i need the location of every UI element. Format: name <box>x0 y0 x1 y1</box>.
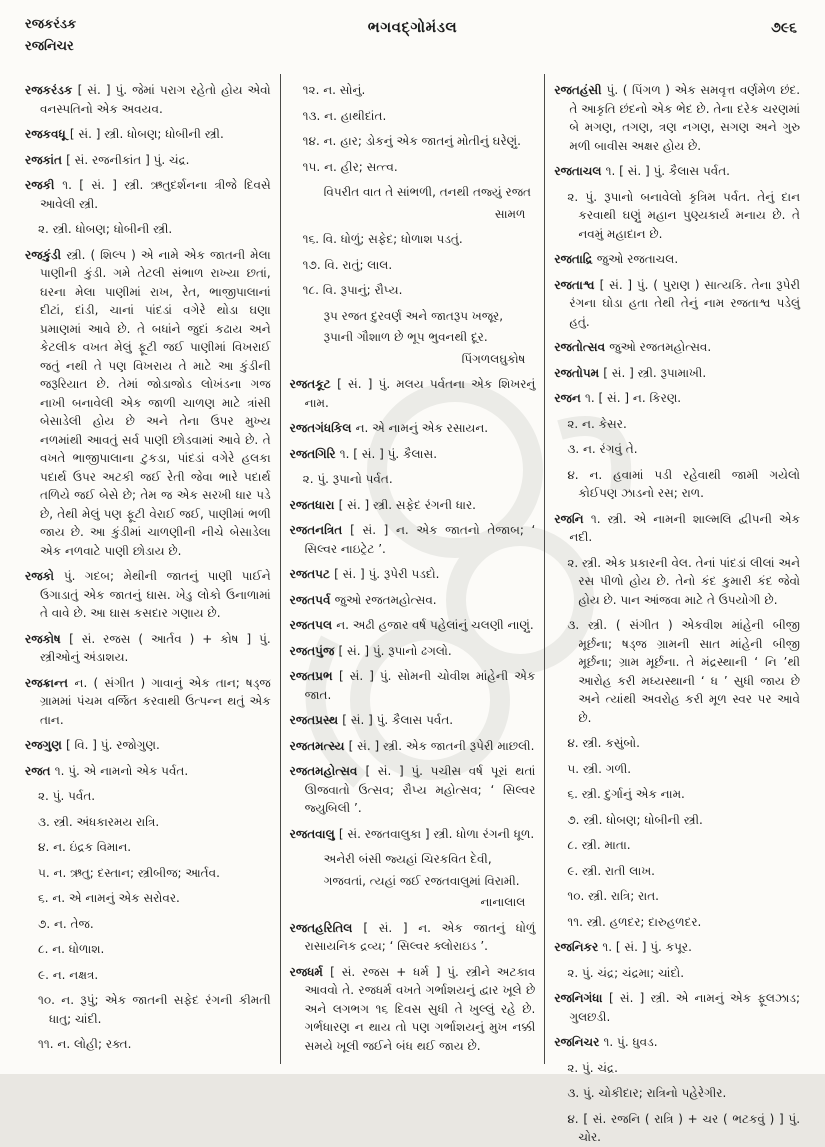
dictionary-entry: રજતપ્રસ્થ [ સં. ] પું. કૈલાસ પર્વત. <box>289 713 454 727</box>
sense-line: ૧૦. ન. રૂપું; એક જાતની સફેદ રંગની કીમતી ધાતુ; ચાંદી. <box>38 993 271 1026</box>
headword: રજત <box>25 763 55 778</box>
verse-line: અનેરી બંસી જ્યહાં ચિરકવિત દેવી, <box>323 852 492 866</box>
dictionary-entry: રજતાચલ ૧. [ સં. ] પું. કૈલાસ પર્વત. <box>554 164 730 178</box>
dictionary-entry: રજગુણ [ વિ. ] પું. રજોગુણ. <box>25 738 160 752</box>
book-title: ભગવદ્ગોમંડલ <box>367 18 458 36</box>
dictionary-entry: રજકરંડક [ સં. ] પું. જેમાં પરાગ રહેતો હોય એવો વનસ્પતિનો એક અવયવ. <box>25 83 271 116</box>
dictionary-entry: રજનિગંધા [ સં. ] સ્ત્રી. એ નામનું એક ફૂલઝાડ; ગુલછડી. <box>554 991 800 1024</box>
sense-line: ૧૮. વિ. રૂપાનું; રૌપ્ય. <box>302 283 403 297</box>
sense-line: ૩. પું. ચોકીદાર; રાત્રિનો પહેરેગીર. <box>567 1086 727 1100</box>
headword: રજતાચલ <box>554 164 606 178</box>
column-2 <box>280 74 545 1064</box>
headword: રજતાશ્વ <box>554 277 600 292</box>
guide-word-first: રજકરંડક <box>25 17 77 32</box>
sense-line: ૩. ન. રંગવું તે. <box>567 442 638 456</box>
sense-line: ૨. પું. રૂપાનો પર્વત. <box>302 472 393 486</box>
headword: રજતપલ <box>289 618 337 632</box>
sense-line: ૨. સ્ત્રી. ધોબણ; ધોબીની સ્ત્રી. <box>38 222 173 236</box>
dictionary-entry: રજતવાલુ [ સં. રજતવાલુકા ] સ્ત્રી. ધોળા રંગની ધૂળ. <box>289 826 535 841</box>
verse-line: રૂપાની ગૌશાળ છે ભૂપ ભુવનથી દૂર. <box>323 330 488 344</box>
dictionary-entry: રજનિ ૧. સ્ત્રી. એ નામની શાલ્મલિ દ્વીપની એક નદી. <box>554 511 801 544</box>
sense-line: ૪. ન. હવામાં પડી રહેવાથી જામી ગયેલો કોઈપણ ઝાડનો રસ; રાળ. <box>567 467 801 500</box>
headword: રજકવધૂ <box>25 127 70 141</box>
dictionary-entry: રજતમત્સ્ય [ સં. ] સ્ત્રી. એક જાતની રૂપેરી માછલી. <box>289 738 535 753</box>
headword: રજનિચર <box>554 1035 604 1049</box>
headword: રજકોષ <box>25 631 70 646</box>
sense-line: ૪. [ સં. રજનિ ( રાત્રિ ) + ચર ( ભટકવું ) ] પું. ચોર. <box>567 1111 801 1144</box>
dictionary-entry: રજતમહોત્સવ [ સં. ] પું. પચીસ વર્ષ પૂરાં થતાં ઊજવાતો ઉત્સવ; રૌપ્ય મહોત્સવ; ‘ સિલ્વર જ્યુબિલી ’. <box>289 764 536 815</box>
sense-line: ૪. સ્ત્રી. કસુંબો. <box>567 736 640 750</box>
dictionary-entry: રજતાદ્રિ જુઓ રજતાચલ. <box>554 252 679 266</box>
dictionary-entry: રજનિકર ૧. [ સં. ] પું. કપૂર. <box>554 940 692 954</box>
sense-line: ૧૬. વિ. ધોળું; સફેદ; ધોળાશ પડતું. <box>302 232 463 246</box>
headword: રજતગંધકિલ <box>289 421 356 435</box>
headword: રજતાદ્રિ <box>554 252 597 266</box>
headword: રજગુણ <box>25 738 66 752</box>
dictionary-entry: રજતનત્રિત [ સં. ] ન. એક જાતનો તેજાબ; ‘ સિલ્વર નાઇટ્રેટ ’. <box>289 523 536 556</box>
headword: રજન <box>554 391 586 405</box>
headword: રજનિ <box>554 511 591 526</box>
sense-line: ૧૧. ન. લોહી; રક્ત. <box>38 1037 132 1051</box>
headword: રજતપટ <box>289 567 335 581</box>
sense-line: ૩. સ્ત્રી. અંધકારમય રાત્રિ. <box>38 814 160 829</box>
verse-line: રૂપ રજત દુરવર્ણ અને જાતરૂપ ખજૂર, <box>323 308 504 323</box>
headword: રજતહરિતિલ <box>289 920 364 935</box>
dictionary-entry: રજતગંધકિલ ન. એ નામનું એક રસાયન. <box>289 421 489 435</box>
headword: રજતમત્સ્ય <box>289 738 349 753</box>
verse-line: ગજવતાં, ત્યહાં જઈ રજતવાલુમાં વિરામી. <box>323 873 520 888</box>
headword: રજતવાલુ <box>289 826 339 841</box>
headword: રજધર્મ <box>289 964 331 979</box>
headword: રજતકૂટ <box>289 377 338 391</box>
headword: રજકો <box>25 569 64 583</box>
sense-line: ૨. સ્ત્રી. એક પ્રકારની વેલ. તેનાં પાંદડાં લીલાં અને રસ પીળો હોય છે. તેનો કંદ કુમારી કંદ જેવો હોય છે. પાન આંજવા માટે તે ઉપયોગી છે. <box>567 555 801 607</box>
sense-line: ૭. ન. તેજ. <box>38 916 94 931</box>
headword: રજતોપમ <box>554 365 604 380</box>
headword: રજકરંડક <box>25 83 78 97</box>
headword: રજતોત્સવ <box>554 340 610 354</box>
dictionary-entry: રજધર્મ [ સં. રજસ + ધર્મ ] પું. સ્ત્રીને અટકાવ આવવો તે. રજધર્મ વખતે ગર્ભાશયનું દ્વાર ખૂલે છે અને લગભગ ૧૬ દિવસ સુધી તે ખુલ્લું રહે છે. ગર્ભધારણ ન થાય તો પણ ગર્ભાશયનું મુખ નક્કી સમયે ખૂલી જઈને બંધ થઈ જાય છે. <box>289 964 536 1053</box>
headword: રજતપ્રભ <box>289 669 339 683</box>
headword: રજતપુંજ <box>289 643 339 658</box>
sense-line: ૫. સ્ત્રી. ગળી. <box>567 761 632 776</box>
dictionary-entry: રજત ૧. પું. એ નામનો એક પર્વત. <box>25 763 189 778</box>
headword: રજતધારા <box>289 497 339 512</box>
headword: રજકાંત <box>25 152 67 167</box>
sense-line: ૧૨. ન. સોનું. <box>302 83 366 97</box>
headword: રજતપર્વ <box>289 592 335 607</box>
sense-line: ૧૧. સ્ત્રી. હળદર; દારુહળદર. <box>567 914 702 929</box>
sense-line: ૧૪. ન. હાર; ડોકનું એક જાતનું મોતીનું ઘરેણું. <box>302 134 521 148</box>
dictionary-entry: રજતધારા [ સં. ] સ્ત્રી. સફેદ રંગની ધાર. <box>289 497 476 512</box>
sense-line: ૫. ન. ઋતુ; દસ્તાન; સ્ત્રીબીજ; આર્તવ. <box>38 865 220 880</box>
sense-line: ૯. સ્ત્રી. રાતી લાખ. <box>567 863 655 878</box>
sense-line: ૨. પું. ચંદ્ર. <box>567 1060 618 1075</box>
dictionary-entry: રજકો પું. ગદબ; મેથીની જાતનું પાણી પાઈને ઉગાડાતું એક જાતનું ઘાસ. ખેડુ લોકો ઉનાળામાં તે વાવે છે. આ ઘાસ કસદાર ગણાય છે. <box>25 569 271 620</box>
dictionary-entry: રજકી ૧. [ સં. ] સ્ત્રી. ઋતુદર્શનના ત્રીજે દિવસે આવેલી સ્ત્રી. <box>25 178 271 211</box>
dictionary-entry: રજતોત્સવ જુઓ રજતમહોત્સવ. <box>554 340 712 354</box>
sense-line: ૭. સ્ત્રી. ધોબણ; ધોબીની સ્ત્રી. <box>567 812 703 827</box>
sense-line: ૯. ન. નક્ષત્ર. <box>38 967 99 982</box>
column-1 <box>16 74 280 1064</box>
sense-line: ૩. સ્ત્રી. ( સંગીત ) એકવીશ માંહેની બીજી મૂર્છના; ષડ્જ ગ્રામની સાત માંહેની બીજી મૂર્છના; ગ્રામ મૂર્છના. તે મંદ્રસ્થાની ‘ નિ ’થી આરોહ કરી મધ્યસ્થાની ‘ ધ ’ સુધી જાય છે અને ત્યાંથી અવરોહ કરી મૂળ સ્વર પર આવે છે. <box>567 618 801 725</box>
verse-line: વિપરીત વાત તે સાંભળી, તનથી તજ્યું રજત <box>323 185 531 199</box>
headword: રજતનત્રિત <box>289 523 351 537</box>
column-3 <box>544 74 809 1144</box>
dictionary-entry: રજક્રાન્ત ન. ( સંગીત ) ગાવાનું એક તાન; ષડ્જ ગ્રામમાં પંચમ વર્જિત કરવાથી ઉત્પન્ન થતું એક તાન. <box>25 675 271 727</box>
page-number: ૭૯૬ <box>771 20 797 36</box>
headword: રજકુંડી <box>25 247 67 262</box>
sense-line: ૬. સ્ત્રી. દુર્ગાનું એક નામ. <box>567 787 685 801</box>
sense-line: ૨. પું. ચંદ્ર; ચંદ્રમા; ચાંદો. <box>567 965 685 980</box>
dictionary-entry: રજતહંસી પું. ( પિંગળ ) એક સમવૃત્ત વર્ણમેળ છંદ. તે આકૃતિ છંદનો એક ભેદ છે. તેના દરેક ચરણમાં બે મગણ, તગણ, ત્રણ નગણ, સગણ અને ગુરુ મળી બાવીસ અક્ષર હોય છે. <box>554 83 801 153</box>
dictionary-entry: રજતપુંજ [ સં. ] પું. રૂપાનો ઢગલો. <box>289 643 452 658</box>
dictionary-entry: રજતપ્રભ [ સં. ] પું. સોમની ચોવીશ માંહેની એક જાત. <box>289 669 536 702</box>
sense-line: ૪. ન. ઇંદ્રક વિમાન. <box>38 840 132 854</box>
sense-line: ૮. ન. ધોળાશ. <box>38 942 105 956</box>
dictionary-columns <box>16 74 809 1144</box>
headword: રજતમહોત્સવ <box>289 764 366 778</box>
dictionary-entry: રજકવધૂ [ સં. ] સ્ત્રી. ધોબણ; ધોબીની સ્ત્રી. <box>25 127 224 141</box>
sense-line: ૨. પું. પર્વત. <box>38 789 96 803</box>
sense-line: ૧૫. ન. હીર; સત્ત્વ. <box>302 159 398 174</box>
citation: પિંગળલઘુકોષ <box>461 351 526 366</box>
guide-word-last: રજનિચર <box>25 39 74 54</box>
headword: રજતગિરિ <box>289 446 340 461</box>
headword: રજનિગંધા <box>554 991 609 1005</box>
dictionary-entry: રજકોષ [ સં. રજસ ( આર્તવ ) + કોષ ] પું. સ્ત્રીઓનું અંડાશય. <box>25 631 271 664</box>
dictionary-entry: રજતાશ્વ [ સં. ] પું. ( પુરાણ ) સાત્યકિ. તેના રૂપેરી રંગના ઘોડા હતા તેથી તેનું નામ રજતાશ્વ પડેલું હતું. <box>554 277 801 329</box>
sense-line: ૧૭. વિ. રાતું; લાલ. <box>302 257 393 272</box>
dictionary-entry: રજતપલ ન. અઢી હજાર વર્ષ પહેલાંનું ચલણી નાણું. <box>289 618 534 632</box>
sense-line: ૧૦. સ્ત્રી. રાત્રિ; રાત. <box>567 889 659 903</box>
headword: રજનિકર <box>554 940 603 954</box>
dictionary-entry: રજતકૂટ [ સં. ] પું. મલય પર્વતના એક શિખરનું નામ. <box>289 377 536 410</box>
dictionary-entry: રજતોપમ [ સં. ] સ્ત્રી. રૂપામાખી. <box>554 365 707 380</box>
dictionary-entry: રજન ૧. [ સં. ] ન. કિરણ. <box>554 391 682 405</box>
dictionary-entry: રજનિચર ૧. પું. ધુવડ. <box>554 1035 658 1049</box>
headword: રજક્રાન્ત <box>25 675 75 690</box>
headword: રજકી <box>25 178 63 192</box>
dictionary-entry: રજતપટ [ સં. ] પું. રૂપેરી પડદો. <box>289 567 440 581</box>
sense-line: ૮. સ્ત્રી. માતા. <box>567 838 631 852</box>
headword: રજતપ્રસ્થ <box>289 713 343 727</box>
sense-line: ૬. ન. એ નામનું એક સરોવર. <box>38 891 180 905</box>
page-header <box>0 0 825 70</box>
dictionary-entry: રજતહરિતિલ [ સં. ] ન. એક જાતનું ધોળું રાસાયનિક દ્રવ્ય; ‘ સિલ્વર ક્લોરાઇડ ’. <box>289 920 536 953</box>
headword: રજતહંસી <box>554 83 607 97</box>
dictionary-entry: રજતપર્વ જુઓ રજતમહોત્સવ. <box>289 592 437 607</box>
sense-line: ૧૩. ન. હાથીદાંત. <box>302 108 387 123</box>
sense-line: ૨. ન. કેસર. <box>567 416 627 431</box>
dictionary-entry: રજતગિરિ ૧. [ સં. ] પું. કૈલાસ. <box>289 446 438 461</box>
citation: નાનાલાલ <box>480 895 526 909</box>
sense-line: ૨. પું. રૂપાનો બનાવેલો કૃત્રિમ પર્વત. તેનું દાન કરવાથી ઘણું મહાન પુણ્યકાર્ય મનાય છે. તે નવમું મહાદાન છે. <box>567 189 801 241</box>
citation: સામળ <box>494 206 526 221</box>
dictionary-entry: રજકાંત [ સં. રજનીકાંત ] પું. ચંદ્ર. <box>25 152 190 167</box>
dictionary-entry: રજકુંડી સ્ત્રી. ( શિલ્પ ) એ નામે એક જાતની મેલા પાણીની કુંડી. ગમે તેટલી સંભાળ રાખ્યા છતાં, ઘરના મેલા પાણીમાં રાખ, રેત, ભાજીપાલાનાં દીટાં, દાંડી, ચાનાં પાંદડાં વગેરે થોડા ઘણા પ્રમાણમાં આવે છે. તે બધાંને જુદાં કઢાય અને કેટલીક વખત મેલું ફૂટી જઈ પાણીમાં વિખરાઈ જતું નથી તે પણ વિખરાય તે માટે આ કુંડીની જરૂરિયાત છે. તેમાં જોડાજોડ લોખંડના ગજ નાખી બનાવેલી એક જાળી ચાળણ માટે ત્રાંસી બેસાડેલી હોય છે અને તેના ઉપર મુખ્ય નળમાંથી આવતું સર્વ પાણી છોડવામાં આવે છે. તે વખતે ભાજીપાલાના ટુકડા, પાંદડાં વગેરે હલકા પદાર્થ ઉપર અટકી જઈ રેતી જેવા ભારે પદાર્થ તળિયે જઈ બેસે છે; તેમ જ એક સરખી ધાર પડે છે, તેથી મેલું પણ ફૂટી વેરાઈ જઈ, પાણીમાં ભળી જાય છે. આ કુંડીમાં ચાળણીની નીચે બેસાડેલા એક નળવાટે પાણી છોડાય છે. <box>25 247 271 558</box>
